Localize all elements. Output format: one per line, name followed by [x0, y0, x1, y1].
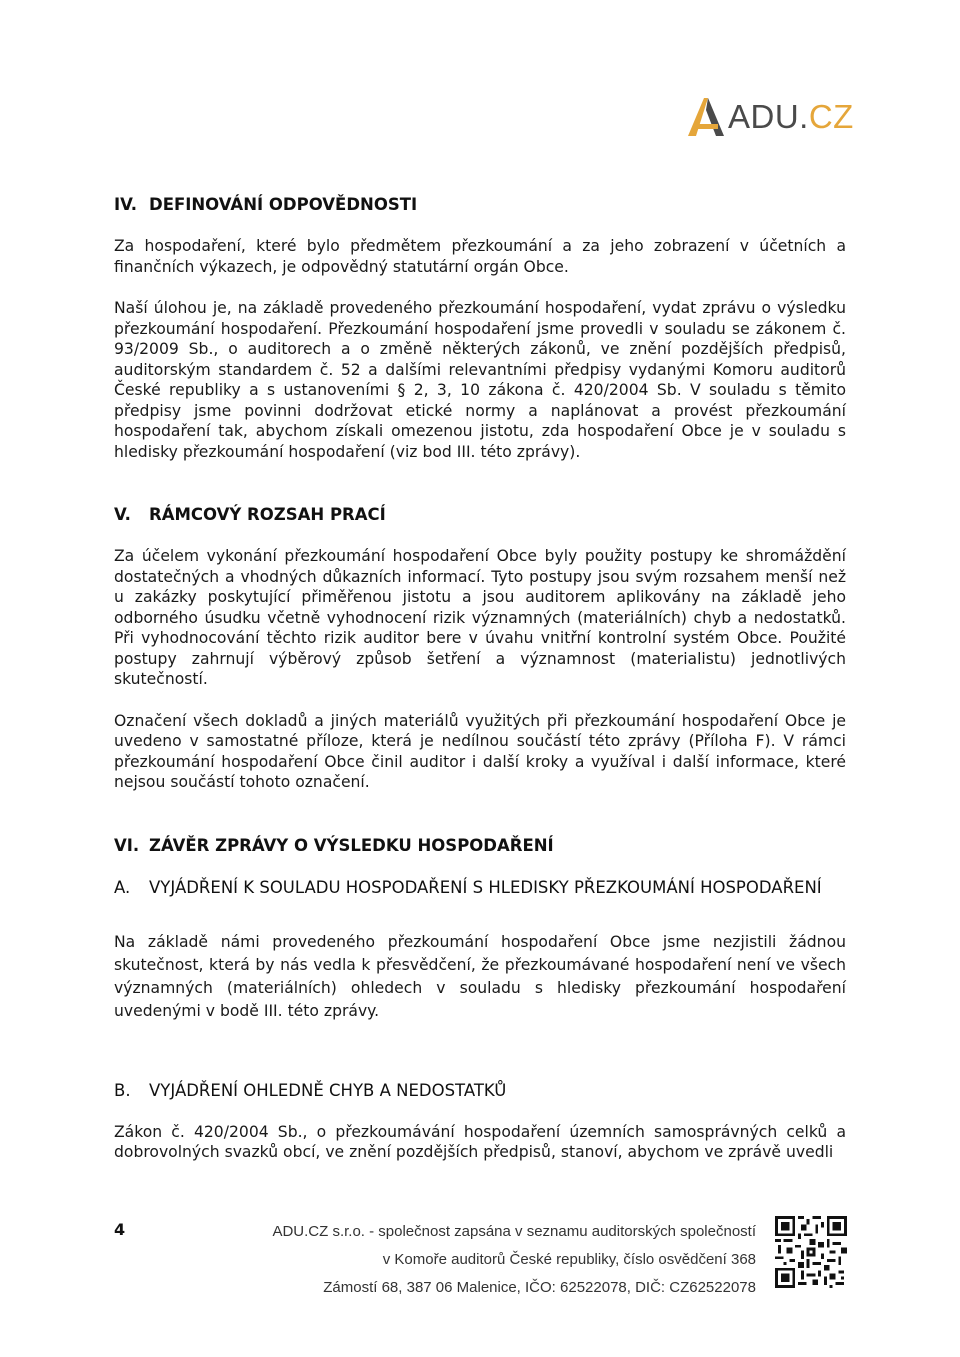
- footer-line-3: Zámostí 68, 387 06 Malenice, IČO: 62522078, DIČ: CZ62522078: [323, 1279, 756, 1296]
- page-footer: [0, 1210, 960, 1310]
- section-iv-title: DEFINOVÁNÍ ODPOVĚDNOSTI: [149, 195, 418, 214]
- section-v-title: RÁMCOVÝ ROZSAH PRACÍ: [149, 505, 386, 524]
- section-vi-title: ZÁVĚR ZPRÁVY O VÝSLEDKU HOSPODAŘENÍ: [149, 835, 554, 855]
- section-iv-paragraph-1: Za hospodaření, které bylo předmětem přezkoumání a za jeho zobrazení v účetních a finančních výkazech, je odpovědný statutární orgán Obce.: [114, 237, 846, 276]
- subsection-a-number: A.: [114, 877, 131, 897]
- section-iv-paragraph-2: Naší úlohou je, na základě provedeného přezkoumání hospodaření, vydat zprávu o výsledku přezkoumání hospodaření. Přezkoumání hospodaření jsme provedli v souladu se zákonem č. 93/2009 Sb., o auditorech a o změně některých zákonů, ve znění pozdějších předpisů, auditorským standardem č. 52 a dalšími relevantními předpisy vydanými Komoru auditorů České republiky a s ustanoveními § 2, 3, 10 zákona č. 420/2004 Sb. V souladu s těmito předpisy jsme povinni dodržovat etické normy a naplánovat a provést přezkoumání hospodaření tak, abychom získali omezenou jistotu, zda hospodaření Obce je v souladu s hledisky přezkoumání hospodaření (viz bod III. této zprávy).: [114, 299, 846, 461]
- logo-text-main: ADU.: [728, 98, 809, 135]
- section-v-number: V.: [114, 505, 131, 524]
- subsection-b-heading: [114, 1076, 846, 1106]
- footer-line-2: v Komoře auditorů České republiky, číslo osvědčení 368: [382, 1251, 756, 1268]
- section-iv-number: IV.: [114, 195, 138, 214]
- logo-text-tld: CZ: [808, 98, 854, 135]
- section-iv-heading: [114, 190, 846, 220]
- subsection-b-number: B.: [114, 1080, 131, 1100]
- section-v-paragraph-2: Označení všech dokladů a jiných materiálů využitých při přezkoumání hospodaření Obce je uvedeno v samostatné příloze, která je nedílnou součástí této zprávy (Příloha F). V rámci přezkoumání hospodaření Obce činil auditor i další kroky a využíval i další informace, které nejsou součástí tohoto označení.: [114, 711, 846, 791]
- company-logo: [686, 92, 854, 142]
- document-body: [114, 190, 846, 1163]
- section-v-heading: [114, 500, 846, 530]
- page-number: 4: [114, 1220, 126, 1239]
- footer-line-1: ADU.CZ s.r.o. - společnost zapsána v seznamu auditorských společností: [272, 1223, 756, 1240]
- subsection-a-paragraph: Na základě námi provedeného přezkoumání hospodaření Obce jsme nezjistili žádnou skutečnost, která by nás vedla k přesvědčení, že přezkoumávané hospodaření není ve všech významných (materiálních) ohledech v souladu s hledisky přezkoumání hospodaření uvedenými v bodě III. této zprávy.: [114, 932, 846, 1021]
- section-vi-number: VI.: [114, 835, 140, 855]
- subsection-b-title: VYJÁDŘENÍ OHLEDNĚ CHYB A NEDOSTATKŮ: [149, 1080, 507, 1100]
- subsection-a-title: VYJÁDŘENÍ K SOULADU HOSPODAŘENÍ S HLEDISKY PŘEZKOUMÁNÍ HOSPODAŘENÍ: [149, 877, 822, 897]
- logo-mark-icon: [686, 92, 730, 142]
- logo-wordmark: [728, 98, 854, 136]
- section-vi-heading: [114, 831, 846, 861]
- qr-code-icon: [775, 1216, 847, 1288]
- subsection-a-heading: [114, 873, 846, 903]
- subsection-b-paragraph: Zákon č. 420/2004 Sb., o přezkoumávání hospodaření územních samosprávných celků a dobrovolných svazků obcí, ve znění pozdějších předpisů, stanoví, abychom ve zprávě uvedli: [114, 1122, 846, 1162]
- footer-company-info: [272, 1218, 756, 1302]
- section-v-paragraph-1: Za účelem vykonání přezkoumání hospodaření Obce byly použity postupy ke shromáždění dostatečných a vhodných důkazních informací. Tyto postupy jsou svým rozsahem menší než u zakázky poskytující přiměřenou jistotu a jsou auditorem aplikovány na základě jeho odborného úsudku včetně vyhodnocení rizik významných (materiálních) chyb a nedostatků. Při vyhodnocování těchto rizik auditor bere v úvahu vnitřní kontrolní systém Obce. Použité postupy zahrnují výběrový způsob šetření a významnost (materialistu) jednotlivých skutečností.: [114, 547, 846, 688]
